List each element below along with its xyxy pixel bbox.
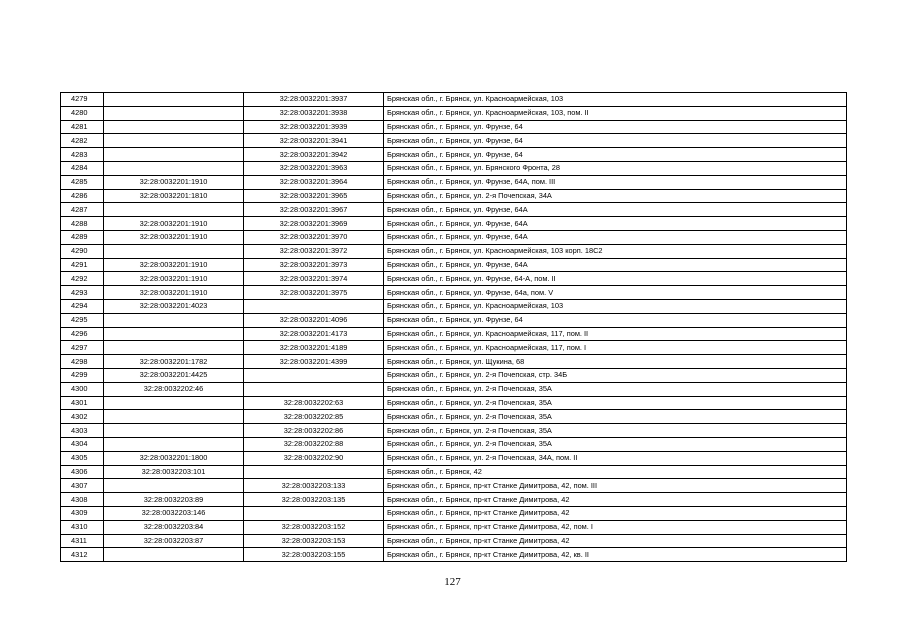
address-cell: Брянская обл., г. Брянск, ул. Красноармейская, 103 bbox=[384, 299, 847, 313]
row-number-cell: 4297 bbox=[61, 341, 104, 355]
table-row bbox=[61, 506, 847, 520]
address-cell: Брянская обл., г. Брянск, 42 bbox=[384, 465, 847, 479]
cadastral-number-1-cell bbox=[104, 313, 244, 327]
cadastral-number-2-cell: 32:28:0032201:3937 bbox=[244, 93, 384, 107]
row-number-cell: 4300 bbox=[61, 382, 104, 396]
row-number-cell: 4282 bbox=[61, 134, 104, 148]
table-row bbox=[61, 341, 847, 355]
address-cell: Брянская обл., г. Брянск, ул. Фрунзе, 64А bbox=[384, 258, 847, 272]
row-number-cell: 4311 bbox=[61, 534, 104, 548]
address-cell: Брянская обл., г. Брянск, пр-кт Станке Димитрова, 42 bbox=[384, 506, 847, 520]
cadastral-number-1-cell: 32:28:0032201:1910 bbox=[104, 272, 244, 286]
cadastral-number-1-cell: 32:28:0032201:1782 bbox=[104, 355, 244, 369]
address-cell: Брянская обл., г. Брянск, ул. 2-я Почепская, 35А bbox=[384, 396, 847, 410]
table-row bbox=[61, 368, 847, 382]
cadastral-number-1-cell bbox=[104, 148, 244, 162]
row-number-cell: 4280 bbox=[61, 106, 104, 120]
row-number-cell: 4281 bbox=[61, 120, 104, 134]
table-row bbox=[61, 424, 847, 438]
row-number-cell: 4287 bbox=[61, 203, 104, 217]
table-row bbox=[61, 258, 847, 272]
row-number-cell: 4298 bbox=[61, 355, 104, 369]
row-number-cell: 4302 bbox=[61, 410, 104, 424]
table-row bbox=[61, 189, 847, 203]
address-cell: Брянская обл., г. Брянск, ул. 2-я Почепская, стр. 34Б bbox=[384, 368, 847, 382]
address-cell: Брянская обл., г. Брянск, ул. Красноармейская, 117, пом. II bbox=[384, 327, 847, 341]
row-number-cell: 4289 bbox=[61, 230, 104, 244]
address-cell: Брянская обл., г. Брянск, ул. Фрунзе, 64а, пом. V bbox=[384, 286, 847, 300]
row-number-cell: 4296 bbox=[61, 327, 104, 341]
cadastral-number-1-cell bbox=[104, 410, 244, 424]
cadastral-number-2-cell: 32:28:0032201:3939 bbox=[244, 120, 384, 134]
address-cell: Брянская обл., г. Брянск, ул. Фрунзе, 64А bbox=[384, 203, 847, 217]
cadastral-number-2-cell: 32:28:0032202:90 bbox=[244, 451, 384, 465]
address-cell: Брянская обл., г. Брянск, ул. 2-я Почепская, 34А bbox=[384, 189, 847, 203]
cadastral-number-2-cell: 32:28:0032201:4189 bbox=[244, 341, 384, 355]
table-body bbox=[61, 93, 847, 562]
address-cell: Брянская обл., г. Брянск, ул. 2-я Почепская, 35А bbox=[384, 424, 847, 438]
table-row bbox=[61, 203, 847, 217]
cadastral-number-2-cell: 32:28:0032203:152 bbox=[244, 520, 384, 534]
address-cell: Брянская обл., г. Брянск, ул. 2-я Почепская, 35А bbox=[384, 410, 847, 424]
address-cell: Брянская обл., г. Брянск, ул. Красноармейская, 103 bbox=[384, 93, 847, 107]
row-number-cell: 4279 bbox=[61, 93, 104, 107]
cadastral-number-2-cell: 32:28:0032201:3941 bbox=[244, 134, 384, 148]
cadastral-number-1-cell: 32:28:0032203:101 bbox=[104, 465, 244, 479]
address-cell: Брянская обл., г. Брянск, пр-кт Станке Димитрова, 42 bbox=[384, 493, 847, 507]
cadastral-number-1-cell: 32:28:0032201:1910 bbox=[104, 175, 244, 189]
table-row bbox=[61, 134, 847, 148]
address-cell: Брянская обл., г. Брянск, ул. 2-я Почепская, 34А, пом. II bbox=[384, 451, 847, 465]
cadastral-number-2-cell: 32:28:0032201:4096 bbox=[244, 313, 384, 327]
cadastral-number-1-cell: 32:28:0032203:89 bbox=[104, 493, 244, 507]
cadastral-number-2-cell: 32:28:0032201:4399 bbox=[244, 355, 384, 369]
cadastral-number-1-cell bbox=[104, 437, 244, 451]
cadastral-number-2-cell: 32:28:0032201:3965 bbox=[244, 189, 384, 203]
row-number-cell: 4288 bbox=[61, 217, 104, 231]
cadastral-number-2-cell: 32:28:0032203:133 bbox=[244, 479, 384, 493]
table-row bbox=[61, 244, 847, 258]
row-number-cell: 4283 bbox=[61, 148, 104, 162]
cadastral-number-1-cell: 32:28:0032201:4425 bbox=[104, 368, 244, 382]
row-number-cell: 4310 bbox=[61, 520, 104, 534]
row-number-cell: 4309 bbox=[61, 506, 104, 520]
table-row bbox=[61, 479, 847, 493]
cadastral-number-1-cell: 32:28:0032203:87 bbox=[104, 534, 244, 548]
cadastral-number-1-cell bbox=[104, 134, 244, 148]
cadastral-number-2-cell: 32:28:0032201:3970 bbox=[244, 230, 384, 244]
address-cell: Брянская обл., г. Брянск, ул. Щукина, 68 bbox=[384, 355, 847, 369]
table-row bbox=[61, 437, 847, 451]
row-number-cell: 4308 bbox=[61, 493, 104, 507]
cadastral-number-1-cell: 32:28:0032203:84 bbox=[104, 520, 244, 534]
table-row bbox=[61, 148, 847, 162]
cadastral-number-1-cell: 32:28:0032202:46 bbox=[104, 382, 244, 396]
cadastral-number-2-cell: 32:28:0032203:153 bbox=[244, 534, 384, 548]
cadastral-number-2-cell: 32:28:0032201:4173 bbox=[244, 327, 384, 341]
row-number-cell: 4305 bbox=[61, 451, 104, 465]
table-row bbox=[61, 355, 847, 369]
cadastral-number-1-cell: 32:28:0032201:1800 bbox=[104, 451, 244, 465]
cadastral-number-2-cell: 32:28:0032201:3942 bbox=[244, 148, 384, 162]
row-number-cell: 4306 bbox=[61, 465, 104, 479]
table-row bbox=[61, 286, 847, 300]
cadastral-number-1-cell bbox=[104, 244, 244, 258]
row-number-cell: 4295 bbox=[61, 313, 104, 327]
cadastral-number-2-cell: 32:28:0032201:3967 bbox=[244, 203, 384, 217]
cadastral-number-1-cell: 32:28:0032201:1910 bbox=[104, 286, 244, 300]
address-cell: Брянская обл., г. Брянск, ул. Фрунзе, 64 bbox=[384, 148, 847, 162]
address-cell: Брянская обл., г. Брянск, ул. Брянского Фронта, 28 bbox=[384, 161, 847, 175]
table-row bbox=[61, 548, 847, 562]
cadastral-number-1-cell bbox=[104, 106, 244, 120]
row-number-cell: 4291 bbox=[61, 258, 104, 272]
address-cell: Брянская обл., г. Брянск, пр-кт Станке Димитрова, 42, пом. III bbox=[384, 479, 847, 493]
row-number-cell: 4292 bbox=[61, 272, 104, 286]
table-row bbox=[61, 313, 847, 327]
table-row bbox=[61, 299, 847, 313]
address-cell: Брянская обл., г. Брянск, ул. Фрунзе, 64 bbox=[384, 120, 847, 134]
cadastral-number-1-cell: 32:28:0032201:1910 bbox=[104, 258, 244, 272]
address-cell: Брянская обл., г. Брянск, ул. Фрунзе, 64-А, пом. II bbox=[384, 272, 847, 286]
cadastral-number-1-cell: 32:28:0032201:1910 bbox=[104, 217, 244, 231]
address-cell: Брянская обл., г. Брянск, пр-кт Станке Димитрова, 42, кв. II bbox=[384, 548, 847, 562]
cadastral-number-1-cell bbox=[104, 396, 244, 410]
address-cell: Брянская обл., г. Брянск, пр-кт Станке Димитрова, 42, пом. I bbox=[384, 520, 847, 534]
cadastral-number-1-cell bbox=[104, 161, 244, 175]
cadastral-number-1-cell: 32:28:0032201:1810 bbox=[104, 189, 244, 203]
cadastral-number-2-cell bbox=[244, 506, 384, 520]
row-number-cell: 4303 bbox=[61, 424, 104, 438]
row-number-cell: 4299 bbox=[61, 368, 104, 382]
row-number-cell: 4304 bbox=[61, 437, 104, 451]
table-row bbox=[61, 217, 847, 231]
cadastral-number-2-cell bbox=[244, 299, 384, 313]
cadastral-number-2-cell: 32:28:0032201:3964 bbox=[244, 175, 384, 189]
cadastral-number-2-cell: 32:28:0032202:85 bbox=[244, 410, 384, 424]
cadastral-number-2-cell: 32:28:0032201:3974 bbox=[244, 272, 384, 286]
table-row bbox=[61, 161, 847, 175]
table-row bbox=[61, 410, 847, 424]
address-cell: Брянская обл., г. Брянск, ул. 2-я Почепская, 35А bbox=[384, 437, 847, 451]
cadastral-number-1-cell bbox=[104, 93, 244, 107]
cadastral-number-1-cell bbox=[104, 424, 244, 438]
address-cell: Брянская обл., г. Брянск, ул. Красноармейская, 117, пом. I bbox=[384, 341, 847, 355]
address-cell: Брянская обл., г. Брянск, ул. Фрунзе, 64А, пом. III bbox=[384, 175, 847, 189]
cadastral-number-2-cell: 32:28:0032201:3969 bbox=[244, 217, 384, 231]
table-row bbox=[61, 272, 847, 286]
cadastral-number-1-cell: 32:28:0032201:1910 bbox=[104, 230, 244, 244]
cadastral-number-2-cell bbox=[244, 368, 384, 382]
row-number-cell: 4307 bbox=[61, 479, 104, 493]
address-cell: Брянская обл., г. Брянск, ул. Фрунзе, 64 bbox=[384, 313, 847, 327]
row-number-cell: 4285 bbox=[61, 175, 104, 189]
table-row bbox=[61, 106, 847, 120]
cadastral-number-1-cell: 32:28:0032203:146 bbox=[104, 506, 244, 520]
table-row bbox=[61, 175, 847, 189]
cadastral-number-2-cell: 32:28:0032203:135 bbox=[244, 493, 384, 507]
cadastral-number-1-cell bbox=[104, 327, 244, 341]
address-cell: Брянская обл., г. Брянск, ул. Фрунзе, 64 bbox=[384, 134, 847, 148]
address-cell: Брянская обл., г. Брянск, ул. Фрунзе, 64А bbox=[384, 217, 847, 231]
table-row bbox=[61, 327, 847, 341]
address-cell: Брянская обл., г. Брянск, ул. Красноармейская, 103, пом. II bbox=[384, 106, 847, 120]
row-number-cell: 4312 bbox=[61, 548, 104, 562]
address-cell: Брянская обл., г. Брянск, пр-кт Станке Димитрова, 42 bbox=[384, 534, 847, 548]
cadastral-number-1-cell bbox=[104, 341, 244, 355]
row-number-cell: 4301 bbox=[61, 396, 104, 410]
address-cell: Брянская обл., г. Брянск, ул. Фрунзе, 64А bbox=[384, 230, 847, 244]
table-row bbox=[61, 520, 847, 534]
cadastral-number-2-cell: 32:28:0032201:3973 bbox=[244, 258, 384, 272]
cadastral-number-1-cell bbox=[104, 203, 244, 217]
cadastral-number-1-cell: 32:28:0032201:4023 bbox=[104, 299, 244, 313]
table-row bbox=[61, 396, 847, 410]
row-number-cell: 4290 bbox=[61, 244, 104, 258]
page-number: 127 bbox=[444, 576, 461, 588]
cadastral-number-2-cell: 32:28:0032201:3975 bbox=[244, 286, 384, 300]
row-number-cell: 4293 bbox=[61, 286, 104, 300]
cadastral-number-2-cell: 32:28:0032201:3972 bbox=[244, 244, 384, 258]
table-row bbox=[61, 382, 847, 396]
address-cell: Брянская обл., г. Брянск, ул. 2-я Почепская, 35А bbox=[384, 382, 847, 396]
cadastral-number-2-cell bbox=[244, 382, 384, 396]
table-row bbox=[61, 93, 847, 107]
cadastral-number-1-cell bbox=[104, 120, 244, 134]
cadastral-number-2-cell: 32:28:0032202:63 bbox=[244, 396, 384, 410]
table-row bbox=[61, 465, 847, 479]
cadastral-number-2-cell: 32:28:0032202:88 bbox=[244, 437, 384, 451]
address-cell: Брянская обл., г. Брянск, ул. Красноармейская, 103 корп. 18С2 bbox=[384, 244, 847, 258]
row-number-cell: 4294 bbox=[61, 299, 104, 313]
cadastre-table bbox=[60, 92, 847, 562]
cadastral-number-1-cell bbox=[104, 479, 244, 493]
table-row bbox=[61, 534, 847, 548]
table-row bbox=[61, 120, 847, 134]
cadastral-number-2-cell: 32:28:0032201:3963 bbox=[244, 161, 384, 175]
table-row bbox=[61, 451, 847, 465]
cadastral-number-2-cell: 32:28:0032201:3938 bbox=[244, 106, 384, 120]
row-number-cell: 4286 bbox=[61, 189, 104, 203]
cadastral-number-2-cell: 32:28:0032203:155 bbox=[244, 548, 384, 562]
table-row bbox=[61, 230, 847, 244]
cadastral-number-2-cell: 32:28:0032202:86 bbox=[244, 424, 384, 438]
row-number-cell: 4284 bbox=[61, 161, 104, 175]
cadastral-number-2-cell bbox=[244, 465, 384, 479]
cadastral-number-1-cell bbox=[104, 548, 244, 562]
table-row bbox=[61, 493, 847, 507]
